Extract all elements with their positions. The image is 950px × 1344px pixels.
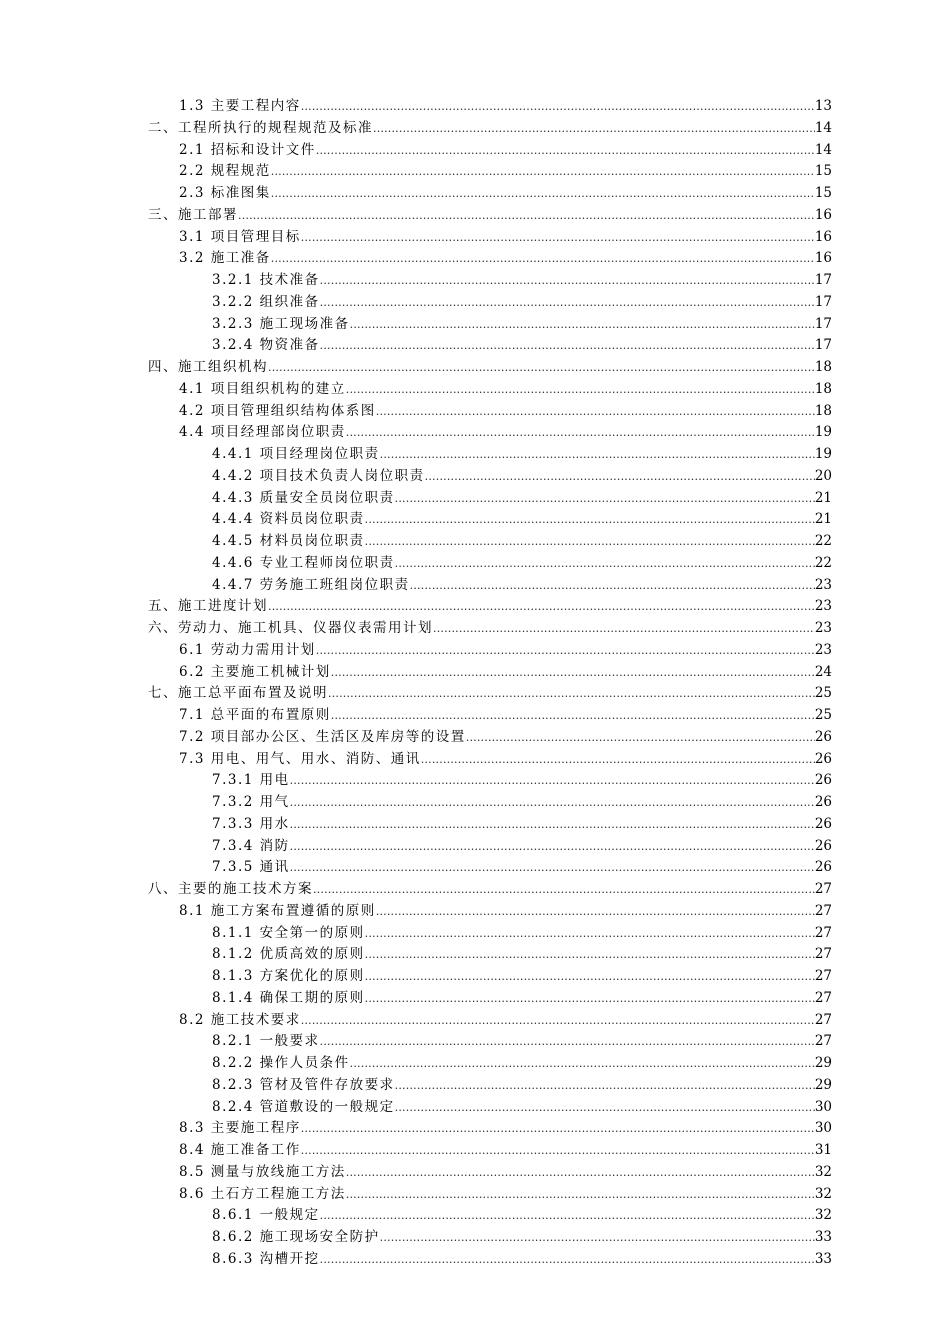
toc-entry[interactable] bbox=[0, 118, 950, 140]
toc-entry-title: 4.4.6 专业工程师岗位职责 bbox=[212, 554, 395, 571]
toc-dot-leader bbox=[395, 488, 815, 510]
toc-entry-line bbox=[212, 966, 832, 988]
toc-dot-leader bbox=[376, 901, 815, 923]
toc-entry[interactable] bbox=[0, 1075, 950, 1097]
toc-entry[interactable] bbox=[0, 836, 950, 858]
toc-entry[interactable] bbox=[0, 466, 950, 488]
toc-entry[interactable] bbox=[0, 183, 950, 205]
toc-entry[interactable] bbox=[0, 379, 950, 401]
toc-entry-title: 7.3.5 通讯 bbox=[212, 859, 290, 876]
toc-entry-line bbox=[212, 836, 832, 858]
toc-page-number: 17 bbox=[814, 293, 832, 310]
toc-entry[interactable] bbox=[0, 161, 950, 183]
toc-entry-title: 4.4.1 项目经理岗位职责 bbox=[212, 446, 380, 462]
toc-page-number: 26 bbox=[814, 815, 832, 832]
toc-entry[interactable] bbox=[0, 1053, 950, 1075]
toc-entry[interactable] bbox=[0, 292, 950, 314]
toc-page-number: 26 bbox=[814, 728, 832, 745]
toc-entry-title: 8.2.1 一般要求 bbox=[212, 1033, 320, 1050]
toc-entry-title: 8.3 主要施工程序 bbox=[179, 1120, 301, 1137]
toc-entry-line bbox=[148, 618, 832, 640]
toc-dot-leader bbox=[268, 596, 815, 618]
toc-entry-line bbox=[212, 1031, 832, 1053]
toc-dot-leader bbox=[350, 314, 815, 336]
toc-page-number: 21 bbox=[814, 489, 832, 506]
toc-entry-title: 二、工程所执行的规程规范及标准 bbox=[148, 119, 373, 136]
toc-dot-leader bbox=[290, 792, 815, 814]
toc-entry-title: 7.3.3 用水 bbox=[212, 815, 290, 832]
toc-entry[interactable] bbox=[0, 96, 950, 118]
toc-page-number: 32 bbox=[814, 1207, 832, 1224]
toc-entry-line bbox=[212, 944, 832, 966]
toc-entry-line bbox=[212, 1053, 832, 1075]
toc-dot-leader bbox=[380, 444, 815, 466]
toc-dot-leader bbox=[290, 814, 815, 836]
toc-entry-title: 2.1 招标和设计文件 bbox=[179, 141, 316, 158]
toc-page-number: 17 bbox=[814, 337, 832, 354]
toc-entry-line bbox=[212, 553, 832, 575]
toc-entry-title: 7.3.2 用气 bbox=[212, 794, 290, 810]
toc-entry-line bbox=[179, 422, 832, 444]
toc-page-number: 14 bbox=[814, 141, 832, 158]
toc-page-number: 18 bbox=[814, 359, 832, 375]
toc-entry[interactable] bbox=[0, 488, 950, 510]
toc-entry-line bbox=[179, 662, 832, 684]
toc-page-number: 19 bbox=[814, 424, 832, 441]
toc-entry-title: 7.3 用电、用气、用水、消防、通讯 bbox=[179, 750, 421, 767]
toc-dot-leader bbox=[425, 466, 815, 488]
toc-page-number: 32 bbox=[814, 1163, 832, 1180]
toc-entry-line bbox=[179, 1184, 832, 1206]
toc-dot-leader bbox=[331, 705, 815, 727]
toc-page-number: 26 bbox=[814, 772, 832, 789]
toc-entry[interactable] bbox=[0, 901, 950, 923]
toc-entry[interactable] bbox=[0, 1031, 950, 1053]
toc-entry[interactable] bbox=[0, 966, 950, 988]
toc-page-number: 18 bbox=[814, 380, 832, 397]
toc-entry[interactable] bbox=[0, 683, 950, 705]
toc-page-number: 30 bbox=[814, 1098, 832, 1115]
toc-entry[interactable] bbox=[0, 227, 950, 249]
toc-entry[interactable] bbox=[0, 640, 950, 662]
toc-entry[interactable] bbox=[0, 1140, 950, 1162]
toc-dot-leader bbox=[331, 662, 815, 684]
toc-entry-title: 四、施工组织机构 bbox=[148, 359, 268, 375]
toc-entry-title: 3.2 施工准备 bbox=[179, 250, 271, 267]
toc-page-number: 16 bbox=[814, 206, 832, 223]
toc-entry-line bbox=[212, 314, 832, 336]
toc-entry-title: 1.3 主要工程内容 bbox=[179, 98, 301, 114]
toc-dot-leader bbox=[365, 944, 815, 966]
toc-dot-leader bbox=[365, 923, 815, 945]
toc-dot-leader bbox=[316, 140, 815, 162]
toc-entry-line bbox=[212, 1205, 832, 1227]
toc-entry-title: 8.5 测量与放线施工方法 bbox=[179, 1163, 346, 1180]
toc-entry-line bbox=[179, 749, 832, 771]
toc-dot-leader bbox=[320, 292, 815, 314]
toc-dot-leader bbox=[376, 401, 815, 423]
toc-entry-title: 8.2 施工技术要求 bbox=[179, 1011, 301, 1028]
toc-entry[interactable] bbox=[0, 422, 950, 444]
toc-entry-title: 6.2 主要施工机械计划 bbox=[179, 663, 331, 680]
toc-entry-line bbox=[179, 248, 832, 270]
toc-page-number: 33 bbox=[814, 1250, 832, 1267]
toc-dot-leader bbox=[380, 1227, 815, 1249]
table-of-contents bbox=[0, 96, 950, 1271]
toc-page-number: 33 bbox=[814, 1229, 832, 1245]
toc-dot-leader bbox=[301, 96, 815, 118]
toc-entry[interactable] bbox=[0, 270, 950, 292]
toc-page-number: 27 bbox=[814, 902, 832, 919]
toc-entry-line bbox=[179, 96, 832, 118]
toc-entry-line bbox=[212, 335, 832, 357]
toc-entry[interactable] bbox=[0, 314, 950, 336]
toc-dot-leader bbox=[290, 836, 815, 858]
toc-entry-line bbox=[212, 1227, 832, 1249]
toc-entry-title: 8.2.3 管材及管件存放要求 bbox=[212, 1076, 395, 1093]
toc-entry-title: 3.2.3 施工现场准备 bbox=[212, 315, 350, 332]
toc-page-number: 18 bbox=[814, 402, 832, 419]
toc-page-number: 17 bbox=[814, 272, 832, 288]
toc-dot-leader bbox=[301, 1010, 815, 1032]
toc-entry-title: 4.4.4 资料员岗位职责 bbox=[212, 511, 365, 528]
toc-entry-title: 8.1.1 安全第一的原则 bbox=[212, 924, 365, 941]
toc-page-number: 21 bbox=[814, 511, 832, 528]
toc-entry[interactable] bbox=[0, 857, 950, 879]
toc-entry-title: 8.2.4 管道敷设的一般规定 bbox=[212, 1098, 395, 1115]
toc-entry[interactable] bbox=[0, 1097, 950, 1119]
toc-entry-line bbox=[212, 770, 832, 792]
toc-entry[interactable] bbox=[0, 1227, 950, 1249]
toc-entry-line bbox=[212, 270, 832, 292]
toc-entry-line bbox=[212, 466, 832, 488]
toc-dot-leader bbox=[301, 1140, 815, 1162]
toc-entry-line bbox=[179, 183, 832, 205]
toc-page-number: 25 bbox=[814, 685, 832, 702]
toc-entry-title: 4.4.2 项目技术负责人岗位职责 bbox=[212, 467, 425, 484]
toc-page-number: 26 bbox=[814, 750, 832, 767]
toc-entry-line bbox=[179, 140, 832, 162]
toc-page-number: 16 bbox=[814, 228, 832, 245]
toc-page-number: 22 bbox=[814, 554, 832, 571]
toc-page-number: 27 bbox=[814, 989, 832, 1006]
toc-page-number: 27 bbox=[814, 946, 832, 963]
toc-page-number: 27 bbox=[814, 881, 832, 897]
toc-entry-title: 8.6.3 沟槽开挖 bbox=[212, 1250, 320, 1267]
toc-entry[interactable] bbox=[0, 923, 950, 945]
toc-entry-line bbox=[212, 792, 832, 814]
toc-entry-title: 七、施工总平面布置及说明 bbox=[148, 685, 328, 702]
toc-dot-leader bbox=[320, 1205, 815, 1227]
toc-dot-leader bbox=[301, 227, 815, 249]
toc-dot-leader bbox=[365, 966, 815, 988]
toc-page-number: 27 bbox=[814, 1033, 832, 1050]
toc-entry-title: 4.1 项目组织机构的建立 bbox=[179, 380, 346, 397]
toc-entry[interactable] bbox=[0, 944, 950, 966]
toc-page-number: 15 bbox=[814, 185, 832, 201]
toc-page-number: 29 bbox=[814, 1076, 832, 1093]
toc-entry-line bbox=[212, 1097, 832, 1119]
toc-entry-title: 8.6 土石方工程施工方法 bbox=[179, 1185, 346, 1202]
toc-entry-line bbox=[179, 1162, 832, 1184]
toc-entry[interactable] bbox=[0, 988, 950, 1010]
toc-entry-title: 4.4.5 材料员岗位职责 bbox=[212, 533, 365, 549]
toc-entry-line bbox=[212, 1249, 832, 1271]
toc-dot-leader bbox=[238, 205, 815, 227]
toc-entry[interactable] bbox=[0, 705, 950, 727]
toc-dot-leader bbox=[421, 749, 815, 771]
toc-entry-title: 7.3.4 消防 bbox=[212, 837, 290, 854]
toc-entry-line bbox=[179, 379, 832, 401]
toc-dot-leader bbox=[365, 509, 815, 531]
toc-entry-line bbox=[212, 923, 832, 945]
toc-entry-line bbox=[179, 401, 832, 423]
toc-entry[interactable] bbox=[0, 1184, 950, 1206]
toc-dot-leader bbox=[395, 1097, 815, 1119]
toc-page-number: 13 bbox=[814, 98, 832, 114]
toc-dot-leader bbox=[395, 553, 815, 575]
toc-entry-line bbox=[179, 1140, 832, 1162]
toc-page-number: 23 bbox=[814, 576, 832, 593]
toc-page-number: 22 bbox=[814, 533, 832, 549]
toc-entry[interactable] bbox=[0, 770, 950, 792]
toc-dot-leader bbox=[320, 335, 815, 357]
toc-entry[interactable] bbox=[0, 575, 950, 597]
toc-page-number: 32 bbox=[814, 1185, 832, 1202]
toc-entry-line bbox=[212, 1075, 832, 1097]
toc-page-number: 24 bbox=[814, 663, 832, 680]
toc-entry-title: 六、劳动力、施工机具、仪器仪表需用计划 bbox=[148, 620, 433, 636]
toc-entry[interactable] bbox=[0, 1118, 950, 1140]
toc-entry-line bbox=[212, 988, 832, 1010]
toc-entry-title: 三、施工部署 bbox=[148, 206, 238, 223]
toc-entry[interactable] bbox=[0, 444, 950, 466]
toc-entry[interactable] bbox=[0, 335, 950, 357]
toc-entry-title: 4.4.7 劳务施工班组岗位职责 bbox=[212, 576, 410, 593]
toc-dot-leader bbox=[271, 161, 815, 183]
toc-dot-leader bbox=[365, 531, 815, 553]
toc-dot-leader bbox=[373, 118, 815, 140]
toc-entry[interactable] bbox=[0, 1162, 950, 1184]
toc-entry-line bbox=[179, 640, 832, 662]
toc-entry[interactable] bbox=[0, 1205, 950, 1227]
toc-entry[interactable] bbox=[0, 1010, 950, 1032]
toc-entry-line bbox=[179, 705, 832, 727]
toc-page-number: 29 bbox=[814, 1055, 832, 1071]
toc-dot-leader bbox=[346, 1184, 815, 1206]
toc-entry-title: 2.2 规程规范 bbox=[179, 163, 271, 180]
toc-entry[interactable] bbox=[0, 357, 950, 379]
toc-entry-title: 8.2.2 操作人员条件 bbox=[212, 1055, 350, 1071]
toc-dot-leader bbox=[320, 1031, 815, 1053]
toc-entry[interactable] bbox=[0, 749, 950, 771]
toc-entry-title: 4.4 项目经理部岗位职责 bbox=[179, 424, 346, 441]
toc-page-number: 27 bbox=[814, 924, 832, 941]
toc-page-number: 20 bbox=[814, 467, 832, 484]
toc-page-number: 17 bbox=[814, 315, 832, 332]
toc-entry-title: 8.1.2 优质高效的原则 bbox=[212, 946, 365, 963]
toc-dot-leader bbox=[346, 422, 815, 444]
toc-page-number: 26 bbox=[814, 837, 832, 854]
toc-dot-leader bbox=[320, 1249, 815, 1271]
toc-entry-title: 8.1 施工方案布置遵循的原则 bbox=[179, 902, 376, 919]
toc-dot-leader bbox=[365, 988, 815, 1010]
toc-page-number: 27 bbox=[814, 1011, 832, 1028]
toc-page-number: 30 bbox=[814, 1120, 832, 1137]
toc-dot-leader bbox=[290, 770, 815, 792]
toc-entry[interactable] bbox=[0, 531, 950, 553]
toc-page-number: 23 bbox=[814, 620, 832, 636]
toc-entry-title: 3.2.2 组织准备 bbox=[212, 293, 320, 310]
toc-entry-line bbox=[179, 1118, 832, 1140]
toc-entry-line bbox=[148, 683, 832, 705]
toc-entry-line bbox=[148, 357, 832, 379]
toc-entry[interactable] bbox=[0, 401, 950, 423]
toc-entry-line bbox=[179, 1010, 832, 1032]
toc-entry-title: 7.3.1 用电 bbox=[212, 772, 290, 789]
toc-entry-title: 7.2 项目部办公区、生活区及库房等的设置 bbox=[179, 728, 466, 745]
toc-entry[interactable] bbox=[0, 1249, 950, 1271]
toc-entry-title: 五、施工进度计划 bbox=[148, 598, 268, 615]
toc-entry-title: 3.1 项目管理目标 bbox=[179, 228, 301, 245]
toc-dot-leader bbox=[271, 248, 815, 270]
toc-entry[interactable] bbox=[0, 553, 950, 575]
toc-entry-line bbox=[148, 205, 832, 227]
toc-entry-title: 3.2.1 技术准备 bbox=[212, 272, 320, 288]
toc-entry-line bbox=[212, 857, 832, 879]
toc-entry[interactable] bbox=[0, 662, 950, 684]
toc-dot-leader bbox=[320, 270, 815, 292]
toc-entry-title: 八、主要的施工技术方案 bbox=[148, 881, 313, 897]
toc-entry-line bbox=[148, 879, 832, 901]
toc-entry[interactable] bbox=[0, 205, 950, 227]
toc-page-number: 23 bbox=[814, 598, 832, 615]
toc-entry-line bbox=[212, 575, 832, 597]
toc-dot-leader bbox=[395, 1075, 815, 1097]
toc-page-number: 26 bbox=[814, 859, 832, 876]
toc-entry-title: 8.6.2 施工现场安全防护 bbox=[212, 1229, 380, 1245]
toc-entry[interactable] bbox=[0, 248, 950, 270]
toc-page-number: 16 bbox=[814, 250, 832, 267]
toc-page-number: 27 bbox=[814, 968, 832, 984]
toc-dot-leader bbox=[290, 857, 815, 879]
toc-page-number: 19 bbox=[814, 446, 832, 462]
toc-dot-leader bbox=[410, 575, 815, 597]
toc-dot-leader bbox=[350, 1053, 815, 1075]
toc-entry-line bbox=[212, 292, 832, 314]
toc-entry[interactable] bbox=[0, 596, 950, 618]
toc-entry[interactable] bbox=[0, 509, 950, 531]
toc-entry-title: 8.4 施工准备工作 bbox=[179, 1142, 301, 1158]
toc-entry-line bbox=[179, 727, 832, 749]
toc-entry-line bbox=[212, 509, 832, 531]
toc-page-number: 31 bbox=[814, 1142, 832, 1158]
toc-entry-title: 4.2 项目管理组织结构体系图 bbox=[179, 402, 376, 419]
toc-entry-title: 3.2.4 物资准备 bbox=[212, 337, 320, 354]
toc-dot-leader bbox=[313, 879, 815, 901]
toc-entry[interactable] bbox=[0, 618, 950, 640]
toc-entry-line bbox=[212, 814, 832, 836]
toc-entry-line bbox=[148, 596, 832, 618]
toc-dot-leader bbox=[271, 183, 815, 205]
toc-entry[interactable] bbox=[0, 814, 950, 836]
toc-dot-leader bbox=[316, 640, 815, 662]
toc-page-number: 26 bbox=[814, 794, 832, 810]
toc-entry[interactable] bbox=[0, 792, 950, 814]
toc-entry-line bbox=[179, 227, 832, 249]
toc-page-number: 25 bbox=[814, 707, 832, 723]
toc-page-number: 14 bbox=[814, 119, 832, 136]
toc-entry[interactable] bbox=[0, 140, 950, 162]
toc-dot-leader bbox=[301, 1118, 815, 1140]
toc-page-number: 23 bbox=[814, 641, 832, 658]
toc-dot-leader bbox=[346, 379, 815, 401]
toc-entry-line bbox=[179, 161, 832, 183]
toc-page-number: 15 bbox=[814, 163, 832, 180]
toc-entry-title: 7.1 总平面的布置原则 bbox=[179, 707, 331, 723]
toc-dot-leader bbox=[328, 683, 815, 705]
toc-dot-leader bbox=[268, 357, 815, 379]
toc-entry-line bbox=[212, 488, 832, 510]
toc-entry-line bbox=[212, 531, 832, 553]
toc-entry-title: 2.3 标准图集 bbox=[179, 185, 271, 201]
toc-entry[interactable] bbox=[0, 727, 950, 749]
toc-entry-line bbox=[212, 444, 832, 466]
toc-entry-line bbox=[148, 118, 832, 140]
toc-entry-title: 4.4.3 质量安全员岗位职责 bbox=[212, 489, 395, 506]
toc-entry-title: 8.1.4 确保工期的原则 bbox=[212, 989, 365, 1006]
toc-entry-title: 8.6.1 一般规定 bbox=[212, 1207, 320, 1224]
toc-entry[interactable] bbox=[0, 879, 950, 901]
toc-dot-leader bbox=[466, 727, 815, 749]
toc-dot-leader bbox=[346, 1162, 815, 1184]
toc-entry-title: 8.1.3 方案优化的原则 bbox=[212, 968, 365, 984]
toc-dot-leader bbox=[433, 618, 815, 640]
toc-entry-line bbox=[179, 901, 832, 923]
toc-entry-title: 6.1 劳动力需用计划 bbox=[179, 641, 316, 658]
